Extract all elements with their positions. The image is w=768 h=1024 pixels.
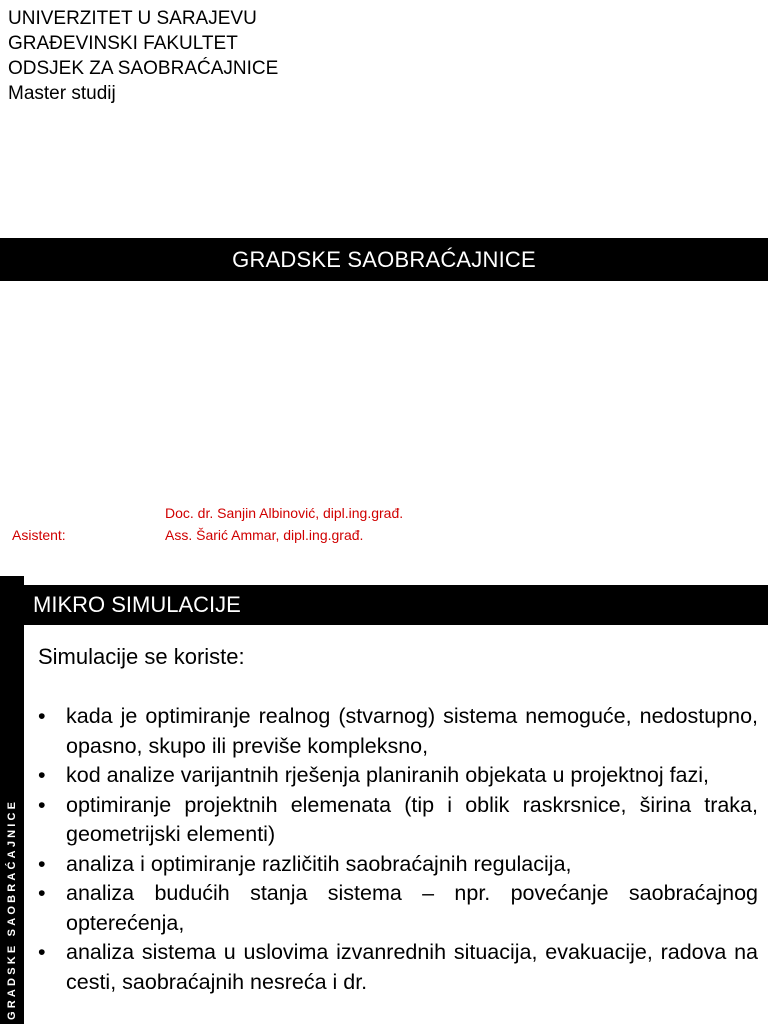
slide-title-bar bbox=[24, 585, 768, 625]
list-item: • analiza sistema u uslovima izvanrednih situacija, evakuacije, radova na cesti, saobraćajnih nesreća i dr. bbox=[38, 938, 758, 997]
list-item: • kod analize varijantnih rješenja planiranih objekata u projektnoj fazi, bbox=[38, 761, 758, 791]
bullet-list bbox=[38, 702, 758, 997]
institution-header bbox=[8, 6, 278, 106]
professor-name: Doc. dr. Sanjin Albinović, dipl.ing.građ. bbox=[165, 505, 404, 521]
university-name: UNIVERZITET U SARAJEVU bbox=[8, 8, 257, 29]
list-item: • optimiranje projektnih elemenata (tip i oblik raskrsnice, širina traka, geometrijski elementi) bbox=[38, 791, 758, 850]
content-slide bbox=[0, 576, 768, 1024]
list-item: • analiza budućih stanja sistema – npr. povećanje saobraćajnog opterećenja, bbox=[38, 879, 758, 938]
side-label: GRADSKE SAOBRAĆAJNICE bbox=[6, 798, 18, 1020]
assistant-label: Asistent: bbox=[12, 527, 66, 543]
department-name: ODSJEK ZA SAOBRAĆAJNICE bbox=[8, 58, 279, 79]
course-title-bar bbox=[0, 238, 768, 281]
faculty-name: GRAĐEVINSKI FAKULTET bbox=[8, 33, 238, 54]
side-strip bbox=[0, 576, 24, 1024]
study-level: Master studij bbox=[8, 83, 116, 104]
intro-text: Simulacije se koriste: bbox=[38, 644, 245, 669]
list-item: • analiza i optimiranje različitih saobraćajnih regulacija, bbox=[38, 850, 758, 880]
course-title: GRADSKE SAOBRAĆAJNICE bbox=[232, 246, 536, 272]
assistant-name: Ass. Šarić Ammar, dipl.ing.građ. bbox=[165, 527, 364, 543]
list-item: • kada je optimiranje realnog (stvarnog) sistema nemoguće, nedostupno, opasno, skupo ili previše kompleksno, bbox=[38, 702, 758, 761]
slide-title: MIKRO SIMULACIJE bbox=[33, 592, 241, 617]
